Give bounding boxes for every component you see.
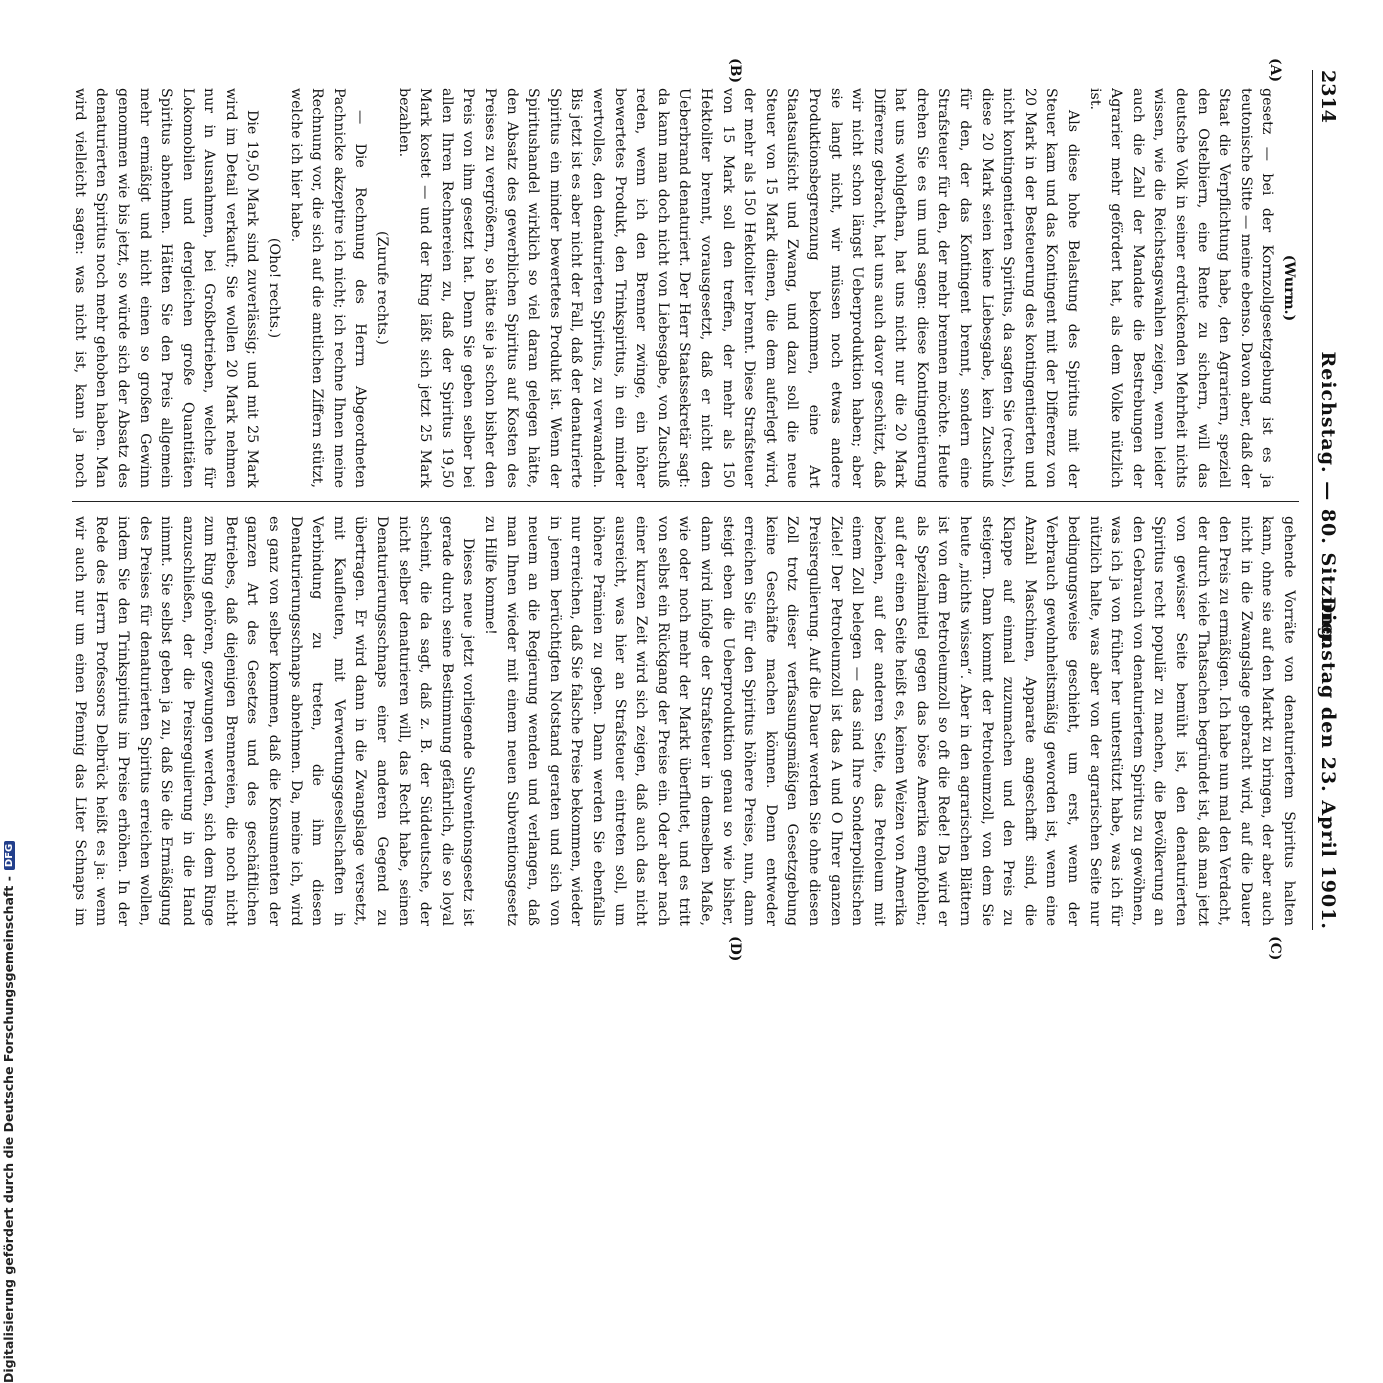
page-header xyxy=(1312,70,1343,930)
page-number: 2314 xyxy=(1317,70,1339,123)
funding-sidebar xyxy=(1,398,19,1383)
left-text-column xyxy=(72,88,1299,488)
funding-note: Digitalisierung gefördert durch die Deutsche Forschungsgemeinschaft - xyxy=(1,876,16,1383)
paragraph: gehende Vorräte von denaturiertem Spiritus halten kann, ohne sie auf den Markt zu bringen, der aber auch nicht in die Zwangslage gebracht wird, auf die Dauer den Preis zu ermäßigen. Ich habe nun mal den Verdacht, der durch viele Thatsachen begründet ist, daß man jetzt von gewisser Seite bemüht ist, den denaturierten Spiritus recht populär zu machen, die Bevölkerung an den Gebrauch von denaturiertem Spiritus zu gewöhnen, was ich ja von früher her unterstützt habe, was ich für nützlich halte, was aber von der agrarischen Seite nur bedingungsweise geschieht, um erst, wenn der Verbrauch gewohnheitsmäßig geworden ist, wenn eine Anzahl Maschinen, Apparate angeschafft sind, die Klappe auf einmal zuzumachen und den Preis zu steigern. Dann kommt der Petroleumzoll, von dem Sie heute „nichts wissen“. Aber in den agrarischen Blättern ist von dem Petroleumzoll so oft die Rede! Da wird er als Spezialmittel gegen das böse Amerika empfohlen; auf der einen Seite heißt es, keinen Weizen von Amerika beziehen, auf der anderen Seite, das Petroleum mit einem Zoll belegen — das sind Ihre Sonderpolitischen Ziele! Der Petroleumzoll ist das A und O Ihrer ganzen Preisregulierung. Auf die Dauer werden Sie ohne diesen Zoll trotz dieser verfassungsmäßigen Gesetzgebung keine Geschäfte machen können. Denn entweder erreichen Sie für den Spiritus höhere Preise, nun, dann steigt eben die Ueberproduktion genau so wie bisher, dann wird infolge der Strafsteuer in demselben Maße, wie oder noch mehr der Markt überflutet, und es tritt von selbst ein Rückgang der Preise ein. Oder aber nach einer kurzen Zeit wird sich zeigen, daß auch das nicht ausreicht, was hier an Strafsteuer eintreten soll, um höhere Prämien zu geben. Dann werden Sie ebenfalls nur erreichen, daß Sie falsche Preise bekommen, wieder in jenem berüchtigten Notstand geraten und sich von neuem an die Regierung wenden und verlangen, daß man Ihnen wieder mit einem neuen Subventionsgesetz zu Hilfe komme! xyxy=(482,516,1297,926)
speaker-label: (Wurm.) xyxy=(1281,254,1297,322)
interjection: (Oho! rechts.) xyxy=(266,237,283,339)
margin-marker-d: (D) xyxy=(727,936,743,962)
paragraph: Als diese hohe Belastung des Spiritus mit der Steuer kam und das Kontingent mit der Differenz von 20 Mark in der Besteuerung des kontingentierten und nicht kontingentierten Spiritus, da sagten Sie (rechts), diese 20 Mark seien keine Liebesgabe, kein Zuschuß für den, der das Kontingent brennt, sondern eine Strafsteuer für den, der mehr brennen möchte. Heute drehen Sie es um und sagen: diese Kontingentierung hat uns wohlgethan, hat uns nicht nur die 20 Mark Differenz gebracht, hat uns auch davor geschützt, daß wir nicht schon längst Ueberproduktion haben; aber sie langt nicht, wir müssen noch etwas andere Produktionsbegrenzung bekommen, eine Art Staatsaufsicht und Zwang, und dazu soll die neue Steuer von 15 Mark dienen, die dem auferlegt wird, der mehr als 150 Hektoliter brennt. Diese Strafsteuer von 15 Mark soll den treffen, der mehr als 150 Hektoliter brennt, vorausgesetzt, daß er nicht den Ueberbrand denaturiert. Der Herr Staatssekretär sagt: da kann man doch nicht von Liebesgabe, von Zuschuß reden, wenn ich den Brenner zwinge, ein höher bewertetes Produkt, den Trinkspiritus, in ein minder wertvolles, den denaturierten Spiritus, zu verwandeln. Bis jetzt ist es aber nicht der Fall, daß der denaturierte Spiritus ein minder bewertetes Produkt ist. Wenn der Spiritushandel wirklich so viel daran gelegen hätte, den Absatz des gewerblichen Spiritus auf Kosten des Preises zu vergrößern, so hätte sie ja schon bisher den Preis von ihm gesetzt hat. Denn Sie geben selber bei allen Ihren Rechnereien zu, daß der Spiritus 19,50 Mark kostet — und der Ring läßt sich jetzt 25 Mark bezahlen. xyxy=(395,88,1082,488)
margin-marker-a: (A) xyxy=(1267,58,1283,83)
paragraph: gesetz — bei der Kornzollgesetzgebung ist es ja teutonische Sitte — meine ebenso. Davon aber, daß der Staat die Verpflichtung habe, den Agrariern, speziell den Ostelbiern, eine Rente zu sichern, will das deutsche Volk in seiner erdrückenden Mehrheit nichts wissen, wie die Reichstagswahlen zeigen, wenn leider auch die Zahl der Mandate die Bestrebungen der Agrarier mehr gefördert hat, als dem Volke nützlich ist. xyxy=(1086,88,1276,488)
session-date: Dienstag den 23. April 1901. xyxy=(1317,596,1339,930)
interjection: (Zurufe rechts.) xyxy=(374,231,391,345)
session-title: Reichstag. — 80. Sitzung. xyxy=(1317,351,1339,649)
paragraph: Dieses neue jetzt vorliegende Subventionsgesetz ist gerade durch seine Bestimmung gefährlich, die so loyal scheint, die da sagt, daß z. B. der Süddeutsche, der nicht selber denaturieren will, das Recht habe, seinen Denaturierungsschnaps einer anderen Gegend zu übertragen. Er wird dann in die Zwangslage versetzt, mit Kaufleuten, mit Verwertungsgesellschaften in Verbindung zu treten, die ihm diesen Denaturierungsschnaps abnehmen. Da, meine ich, wird es ganz von selber kommen, daß die Konsumenten der ganzen Art des Gesetzes und des geschäftlichen Betriebes, daß diejenigen Brennereien, die noch nicht zum Ring gehören, gezwungen werden, sich dem Ringe anzuschließen, der die Preisregulierung in die Hand nimmt. Sie selbst geben ja zu, daß Sie die Ermäßigung des Preises für denaturierten Spiritus erreichen wollen, indem Sie den Trinkspiritus im Preise erhöhen. In der Rede des Herrn Professors Delbrück heißt es ja: wenn wir auch nur um einen Pfennig das Liter Schnaps im xyxy=(72,516,477,926)
right-text-column xyxy=(72,516,1299,926)
margin-marker-c: (C) xyxy=(1267,936,1283,961)
paragraph: Die 19,50 Mark sind zuverlässig; und mit 25 Mark wird im Detail verkauft; Sie wollen 20 Mark nehmen nur in Ausnahmen, bei Großbetrieben, welche für Lokomobilen und dergleichen große Quantitäten Spiritus abnehmen. Hätten Sie den Preis allgemein mehr ermäßigt und nicht einen so großen Gewinn genommen wie bis jetzt, so würde sich der Absatz des denaturierten Spiritus noch mehr gehoben haben. Man wird vielleicht sagen: was nicht ist, kann ja noch xyxy=(72,88,261,488)
column-divider xyxy=(72,501,1299,502)
margin-marker-b: (B) xyxy=(727,58,743,84)
paragraph: — Die Rechnung des Herrn Abgeordneten Pachnicke akzeptire ich nicht; ich rechne Ihnen meine Rechnung vor, die sich auf die amtlichen Ziffern stützt, welche ich hier habe. xyxy=(287,88,369,488)
dfg-logo-icon: DFG xyxy=(4,841,15,870)
